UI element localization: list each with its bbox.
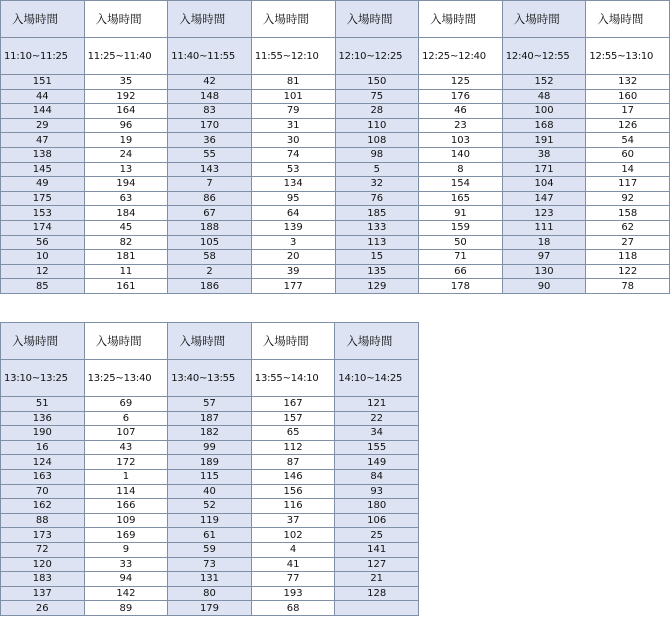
value-cell: 110 — [335, 118, 419, 133]
table-row — [1, 220, 670, 235]
time-range-cell: 13:55~14:10 — [251, 360, 335, 397]
value-cell: 69 — [84, 397, 168, 412]
value-cell: 188 — [168, 220, 252, 235]
value-cell: 61 — [168, 528, 252, 543]
value-cell: 39 — [251, 264, 335, 279]
value-cell: 19 — [84, 133, 168, 148]
column-header: 入場時間 — [335, 1, 419, 38]
time-range-cell: 13:25~13:40 — [84, 360, 168, 397]
value-cell: 66 — [419, 264, 503, 279]
value-cell: 63 — [84, 191, 168, 206]
value-cell: 11 — [84, 264, 168, 279]
value-cell: 192 — [84, 89, 168, 104]
table-row — [1, 455, 419, 470]
time-range-cell: 12:55~13:10 — [586, 38, 670, 75]
time-range-cell: 13:10~13:25 — [1, 360, 85, 397]
value-cell: 15 — [335, 250, 419, 265]
value-cell: 55 — [168, 147, 252, 162]
value-cell: 120 — [1, 557, 85, 572]
value-cell: 175 — [1, 191, 85, 206]
header-row — [1, 1, 670, 38]
value-cell: 53 — [251, 162, 335, 177]
value-cell: 38 — [502, 147, 586, 162]
value-cell: 91 — [419, 206, 503, 221]
table-row — [1, 191, 670, 206]
value-cell: 108 — [335, 133, 419, 148]
value-cell: 114 — [84, 484, 168, 499]
table-row — [1, 75, 670, 90]
value-cell: 194 — [84, 177, 168, 192]
value-cell: 7 — [168, 177, 252, 192]
value-cell: 57 — [168, 397, 252, 412]
column-header: 入場時間 — [1, 323, 85, 360]
value-cell: 37 — [251, 513, 335, 528]
value-cell: 164 — [84, 104, 168, 119]
value-cell: 157 — [251, 411, 335, 426]
table-row — [1, 133, 670, 148]
table-row — [1, 426, 419, 441]
column-header: 入場時間 — [84, 1, 168, 38]
column-header: 入場時間 — [419, 1, 503, 38]
value-cell: 167 — [251, 397, 335, 412]
table-row — [1, 484, 419, 499]
header-row — [1, 323, 419, 360]
value-cell: 4 — [251, 542, 335, 557]
table-row — [1, 177, 670, 192]
value-cell: 184 — [84, 206, 168, 221]
value-cell: 177 — [251, 279, 335, 294]
value-cell: 104 — [502, 177, 586, 192]
value-cell: 99 — [168, 440, 252, 455]
value-cell: 95 — [251, 191, 335, 206]
value-cell: 76 — [335, 191, 419, 206]
value-cell: 77 — [251, 572, 335, 587]
value-cell: 34 — [335, 426, 419, 441]
entry-time-table-top — [0, 0, 670, 294]
value-cell: 165 — [419, 191, 503, 206]
value-cell: 54 — [586, 133, 670, 148]
value-cell: 26 — [1, 601, 85, 616]
value-cell: 105 — [168, 235, 252, 250]
value-cell: 134 — [251, 177, 335, 192]
value-cell: 49 — [1, 177, 85, 192]
column-header: 入場時間 — [251, 323, 335, 360]
value-cell: 123 — [502, 206, 586, 221]
value-cell: 96 — [84, 118, 168, 133]
value-cell: 10 — [1, 250, 85, 265]
value-cell: 16 — [1, 440, 85, 455]
value-cell: 71 — [419, 250, 503, 265]
value-cell: 67 — [168, 206, 252, 221]
table-row — [1, 279, 670, 294]
value-cell: 17 — [586, 104, 670, 119]
value-cell: 160 — [586, 89, 670, 104]
value-cell: 138 — [1, 147, 85, 162]
table-row — [1, 513, 419, 528]
value-cell: 9 — [84, 542, 168, 557]
value-cell: 144 — [1, 104, 85, 119]
value-cell: 149 — [335, 455, 419, 470]
time-range-row — [1, 38, 670, 75]
table-row — [1, 264, 670, 279]
value-cell: 170 — [168, 118, 252, 133]
value-cell: 58 — [168, 250, 252, 265]
table-row — [1, 250, 670, 265]
time-range-cell: 11:55~12:10 — [251, 38, 335, 75]
value-cell: 118 — [586, 250, 670, 265]
value-cell: 3 — [251, 235, 335, 250]
value-cell: 187 — [168, 411, 252, 426]
value-cell: 32 — [335, 177, 419, 192]
value-cell: 109 — [84, 513, 168, 528]
value-cell: 23 — [419, 118, 503, 133]
value-cell: 81 — [251, 75, 335, 90]
value-cell: 169 — [84, 528, 168, 543]
value-cell: 5 — [335, 162, 419, 177]
value-cell: 28 — [335, 104, 419, 119]
value-cell: 89 — [84, 601, 168, 616]
value-cell: 130 — [502, 264, 586, 279]
value-cell: 74 — [251, 147, 335, 162]
time-range-cell: 11:25~11:40 — [84, 38, 168, 75]
column-header: 入場時間 — [168, 1, 252, 38]
value-cell: 8 — [419, 162, 503, 177]
value-cell: 40 — [168, 484, 252, 499]
value-cell: 111 — [502, 220, 586, 235]
value-cell: 133 — [335, 220, 419, 235]
table-row — [1, 397, 419, 412]
value-cell: 171 — [502, 162, 586, 177]
value-cell: 190 — [1, 426, 85, 441]
value-cell: 137 — [1, 586, 85, 601]
value-cell: 155 — [335, 440, 419, 455]
column-header: 入場時間 — [1, 1, 85, 38]
value-cell: 135 — [335, 264, 419, 279]
value-cell: 68 — [251, 601, 335, 616]
value-cell: 25 — [335, 528, 419, 543]
time-range-cell: 12:25~12:40 — [419, 38, 503, 75]
value-cell: 106 — [335, 513, 419, 528]
value-cell: 35 — [84, 75, 168, 90]
value-cell: 162 — [1, 499, 85, 514]
value-cell: 64 — [251, 206, 335, 221]
value-cell: 70 — [1, 484, 85, 499]
value-cell: 117 — [586, 177, 670, 192]
value-cell: 107 — [84, 426, 168, 441]
table-row — [1, 89, 670, 104]
value-cell: 80 — [168, 586, 252, 601]
value-cell: 176 — [419, 89, 503, 104]
value-cell: 151 — [1, 75, 85, 90]
table-row — [1, 499, 419, 514]
table-row — [1, 586, 419, 601]
column-header: 入場時間 — [251, 1, 335, 38]
value-cell: 161 — [84, 279, 168, 294]
value-cell: 22 — [335, 411, 419, 426]
value-cell: 50 — [419, 235, 503, 250]
value-cell: 78 — [586, 279, 670, 294]
value-cell: 166 — [84, 499, 168, 514]
value-cell: 30 — [251, 133, 335, 148]
value-cell: 62 — [586, 220, 670, 235]
value-cell: 136 — [1, 411, 85, 426]
value-cell: 124 — [1, 455, 85, 470]
time-range-cell: 11:10~11:25 — [1, 38, 85, 75]
value-cell: 45 — [84, 220, 168, 235]
value-cell: 87 — [251, 455, 335, 470]
value-cell: 56 — [1, 235, 85, 250]
time-range-cell: 12:10~12:25 — [335, 38, 419, 75]
time-range-cell: 11:40~11:55 — [168, 38, 252, 75]
value-cell: 121 — [335, 397, 419, 412]
time-range-cell: 14:10~14:25 — [335, 360, 419, 397]
value-cell: 191 — [502, 133, 586, 148]
value-cell: 132 — [586, 75, 670, 90]
value-cell: 60 — [586, 147, 670, 162]
value-cell: 97 — [502, 250, 586, 265]
value-cell: 59 — [168, 542, 252, 557]
table-row — [1, 235, 670, 250]
value-cell: 33 — [84, 557, 168, 572]
value-cell: 122 — [586, 264, 670, 279]
value-cell: 168 — [502, 118, 586, 133]
value-cell: 29 — [1, 118, 85, 133]
table-row — [1, 601, 419, 616]
value-cell: 142 — [84, 586, 168, 601]
value-cell: 115 — [168, 469, 252, 484]
value-cell: 92 — [586, 191, 670, 206]
value-cell: 113 — [335, 235, 419, 250]
time-range-cell: 12:40~12:55 — [502, 38, 586, 75]
value-cell: 20 — [251, 250, 335, 265]
value-cell: 44 — [1, 89, 85, 104]
value-cell: 185 — [335, 206, 419, 221]
value-cell: 82 — [84, 235, 168, 250]
value-cell: 75 — [335, 89, 419, 104]
value-cell: 72 — [1, 542, 85, 557]
column-header: 入場時間 — [335, 323, 419, 360]
value-cell: 73 — [168, 557, 252, 572]
value-cell: 2 — [168, 264, 252, 279]
value-cell — [335, 601, 419, 616]
value-cell: 13 — [84, 162, 168, 177]
value-cell: 52 — [168, 499, 252, 514]
value-cell: 84 — [335, 469, 419, 484]
value-cell: 179 — [168, 601, 252, 616]
value-cell: 6 — [84, 411, 168, 426]
value-cell: 183 — [1, 572, 85, 587]
table-row — [1, 118, 670, 133]
table-row — [1, 104, 670, 119]
value-cell: 101 — [251, 89, 335, 104]
value-cell: 18 — [502, 235, 586, 250]
value-cell: 186 — [168, 279, 252, 294]
time-range-row — [1, 360, 419, 397]
value-cell: 180 — [335, 499, 419, 514]
column-header: 入場時間 — [586, 1, 670, 38]
table-row — [1, 440, 419, 455]
value-cell: 131 — [168, 572, 252, 587]
value-cell: 148 — [168, 89, 252, 104]
value-cell: 153 — [1, 206, 85, 221]
value-cell: 103 — [419, 133, 503, 148]
value-cell: 41 — [251, 557, 335, 572]
value-cell: 83 — [168, 104, 252, 119]
value-cell: 174 — [1, 220, 85, 235]
value-cell: 158 — [586, 206, 670, 221]
value-cell: 86 — [168, 191, 252, 206]
value-cell: 152 — [502, 75, 586, 90]
value-cell: 141 — [335, 542, 419, 557]
value-cell: 119 — [168, 513, 252, 528]
value-cell: 112 — [251, 440, 335, 455]
value-cell: 36 — [168, 133, 252, 148]
value-cell: 140 — [419, 147, 503, 162]
value-cell: 154 — [419, 177, 503, 192]
column-header: 入場時間 — [502, 1, 586, 38]
value-cell: 31 — [251, 118, 335, 133]
value-cell: 1 — [84, 469, 168, 484]
table-row — [1, 572, 419, 587]
value-cell: 172 — [84, 455, 168, 470]
value-cell: 150 — [335, 75, 419, 90]
value-cell: 85 — [1, 279, 85, 294]
value-cell: 127 — [335, 557, 419, 572]
value-cell: 139 — [251, 220, 335, 235]
value-cell: 27 — [586, 235, 670, 250]
value-cell: 146 — [251, 469, 335, 484]
value-cell: 102 — [251, 528, 335, 543]
value-cell: 147 — [502, 191, 586, 206]
value-cell: 79 — [251, 104, 335, 119]
value-cell: 14 — [586, 162, 670, 177]
value-cell: 129 — [335, 279, 419, 294]
table-row — [1, 206, 670, 221]
value-cell: 21 — [335, 572, 419, 587]
value-cell: 65 — [251, 426, 335, 441]
value-cell: 128 — [335, 586, 419, 601]
value-cell: 125 — [419, 75, 503, 90]
value-cell: 193 — [251, 586, 335, 601]
value-cell: 173 — [1, 528, 85, 543]
value-cell: 46 — [419, 104, 503, 119]
value-cell: 90 — [502, 279, 586, 294]
value-cell: 98 — [335, 147, 419, 162]
table-row — [1, 557, 419, 572]
value-cell: 156 — [251, 484, 335, 499]
value-cell: 159 — [419, 220, 503, 235]
value-cell: 143 — [168, 162, 252, 177]
value-cell: 189 — [168, 455, 252, 470]
time-range-cell: 13:40~13:55 — [168, 360, 252, 397]
value-cell: 24 — [84, 147, 168, 162]
value-cell: 178 — [419, 279, 503, 294]
value-cell: 163 — [1, 469, 85, 484]
table-row — [1, 162, 670, 177]
value-cell: 145 — [1, 162, 85, 177]
value-cell: 42 — [168, 75, 252, 90]
table-row — [1, 469, 419, 484]
table-row — [1, 147, 670, 162]
value-cell: 93 — [335, 484, 419, 499]
value-cell: 181 — [84, 250, 168, 265]
value-cell: 48 — [502, 89, 586, 104]
table-row — [1, 528, 419, 543]
value-cell: 51 — [1, 397, 85, 412]
value-cell: 100 — [502, 104, 586, 119]
value-cell: 116 — [251, 499, 335, 514]
value-cell: 94 — [84, 572, 168, 587]
value-cell: 12 — [1, 264, 85, 279]
value-cell: 182 — [168, 426, 252, 441]
column-header: 入場時間 — [84, 323, 168, 360]
entry-time-table-bottom — [0, 322, 419, 616]
table-row — [1, 411, 419, 426]
column-header: 入場時間 — [168, 323, 252, 360]
value-cell: 88 — [1, 513, 85, 528]
value-cell: 47 — [1, 133, 85, 148]
value-cell: 43 — [84, 440, 168, 455]
table-row — [1, 542, 419, 557]
value-cell: 126 — [586, 118, 670, 133]
